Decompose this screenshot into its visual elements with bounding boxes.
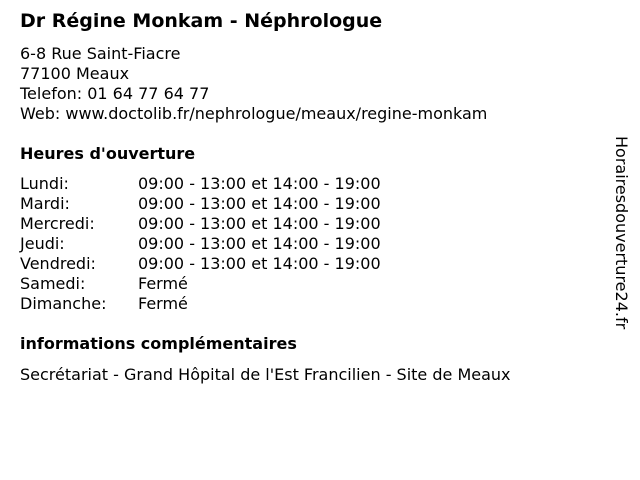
hours-day: Samedi: bbox=[20, 274, 86, 293]
address-block bbox=[20, 44, 487, 124]
hours-heading: Heures d'ouverture bbox=[20, 144, 196, 163]
hours-day: Jeudi: bbox=[20, 234, 65, 253]
hours-time: 09:00 - 13:00 et 14:00 - 19:00 bbox=[138, 214, 381, 233]
phone-number: Telefon: 01 64 77 64 77 bbox=[20, 84, 210, 103]
hours-time: 09:00 - 13:00 et 14:00 - 19:00 bbox=[138, 194, 381, 213]
hours-time: 09:00 - 13:00 et 14:00 - 19:00 bbox=[138, 174, 381, 193]
website-link: Web: www.doctolib.fr/nephrologue/meaux/regine-monkam bbox=[20, 104, 488, 123]
hours-day: Vendredi: bbox=[20, 254, 96, 273]
info-text: Secrétariat - Grand Hôpital de l'Est Francilien - Site de Meaux bbox=[20, 365, 511, 384]
hours-time: 09:00 - 13:00 et 14:00 - 19:00 bbox=[138, 234, 381, 253]
hours-time: Fermé bbox=[138, 274, 188, 293]
hours-time: 09:00 - 13:00 et 14:00 - 19:00 bbox=[138, 254, 381, 273]
hours-day: Dimanche: bbox=[20, 294, 107, 313]
page-title: Dr Régine Monkam - Néphrologue bbox=[20, 10, 383, 32]
address-city: 77100 Meaux bbox=[20, 64, 130, 83]
hours-day: Mardi: bbox=[20, 194, 70, 213]
watermark-text: Horairesdouverture24.fr bbox=[612, 136, 631, 330]
hours-day: Mercredi: bbox=[20, 214, 95, 233]
hours-time: Fermé bbox=[138, 294, 188, 313]
hours-day: Lundi: bbox=[20, 174, 69, 193]
info-heading: informations complémentaires bbox=[20, 334, 297, 353]
address-street: 6-8 Rue Saint-Fiacre bbox=[20, 44, 181, 63]
